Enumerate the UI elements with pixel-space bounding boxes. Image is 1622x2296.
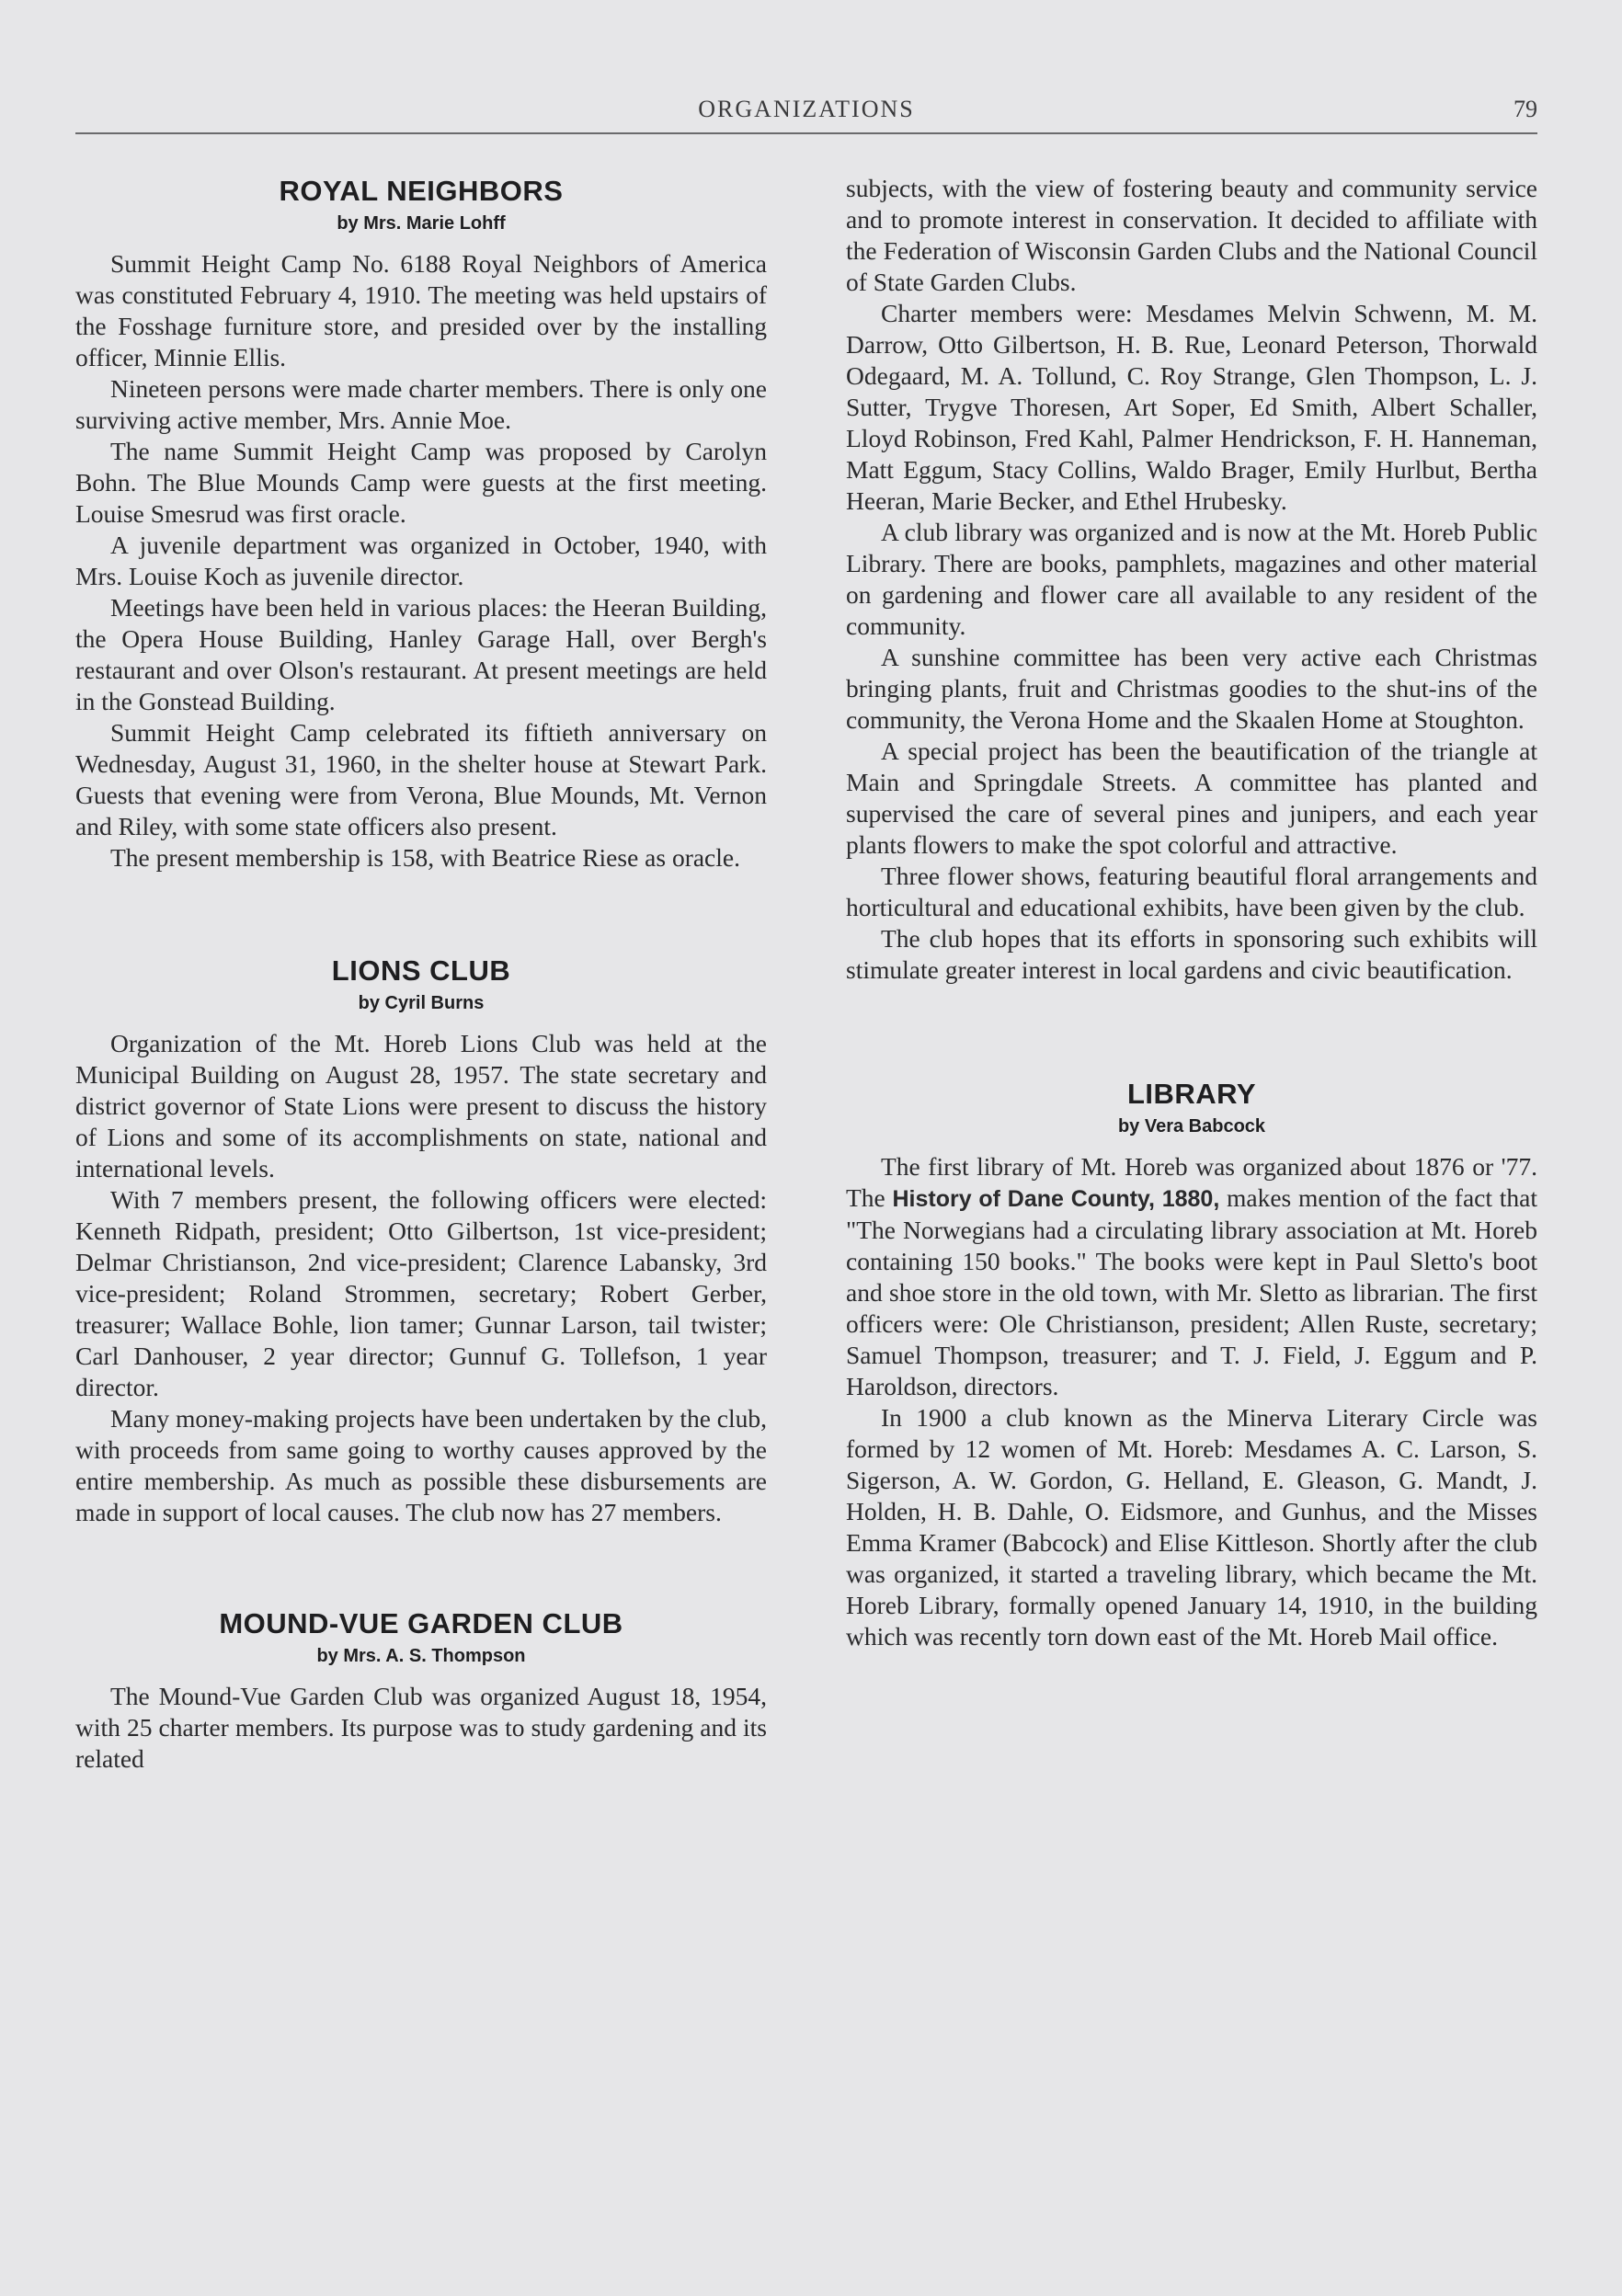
paragraph: The name Summit Height Camp was proposed by Carolyn Bohn. The Blue Mounds Camp were guests at the first meeting. Louise Smesrud was first oracle. (75, 437, 767, 528)
paragraph-continued: subjects, with the view of fostering beauty and community service and to promote interest in conservation. It decided to affiliate with the Federation of Wisconsin Garden Clubs and the National Council of State Garden Clubs. (846, 174, 1537, 296)
section-byline: by Mrs. A. S. Thompson (316, 1646, 526, 1666)
section-title: LIBRARY (1126, 1078, 1257, 1110)
paragraph: Nineteen persons were made charter members. There is only one surviving active member, Mrs. Annie Moe. (75, 374, 767, 434)
paragraph: In 1900 a club known as the Minerva Literary Circle was formed by 12 women of Mt. Horeb: Mesdames A. C. Larson, S. Sigerson, A. W. Gordon, G. Helland, E. Gleason, G. Mandt, J. Holden, H. B. Dahle, O. Eidsmore, and Gunhus, and the Misses Emma Kramer (Babcock) and Elise Kittleson. Shortly after the club was organized, it started a traveling library, which became the Mt. Horeb Library, formally opened January 14, 1910, in the building which was recently torn down east of the Mt. Horeb Mail office. (846, 1403, 1537, 1651)
paragraph: Organization of the Mt. Horeb Lions Club was held at the Municipal Building on August 28, 1957. The state secretary and district governor of State Lions were present to discuss the history of Lions and some of its accomplishments on state, national and international levels. (75, 1029, 767, 1182)
paragraph: Charter members were: Mesdames Melvin Schwenn, M. M. Darrow, Otto Gilbertson, H. B. Rue, Leonard Peterson, Thorwald Odegaard, M. A. Tollund, C. Roy Strange, Glen Thompson, L. J. Sutter, Trygve Thoresen, Art Soper, Ed Smith, Albert Schaller, Lloyd Robinson, Fred Kahl, Palmer Hendrickson, F. H. Hanneman, Matt Eggum, Stacy Collins, Waldo Brager, Emily Hurlbut, Bertha Heeran, Marie Becker, and Ethel Hrubesky. (846, 299, 1537, 515)
paragraph: The Mound-Vue Garden Club was organized August 18, 1954, with 25 charter members. Its purpose was to study gardening and its related (75, 1682, 767, 1773)
page-number: 79 (1513, 96, 1537, 122)
royal-neighbors-section (75, 173, 767, 874)
paragraph (846, 1151, 1537, 1402)
book-title: History of Dane County, 1880, (892, 1186, 1220, 1212)
section-title: MOUND-VUE GARDEN CLUB (219, 1607, 623, 1639)
library-section (846, 1076, 1537, 1652)
section-byline: by Cyril Burns (358, 993, 485, 1013)
section-byline: by Mrs. Marie Lohff (337, 213, 506, 234)
paragraph: A sunshine committee has been very active each Christmas bringing plants, fruit and Christmas goodies to the shut-ins of the community, the Verona Home and the Skaalen Home at Stoughton. (846, 643, 1537, 734)
left-column (75, 173, 767, 1775)
section-title: ROYAL NEIGHBORS (279, 175, 564, 207)
paragraph: A club library was organized and is now at the Mt. Horeb Public Library. There are books, pamphlets, magazines and other material on gardening and flower care all available to any resident of the community. (846, 518, 1537, 640)
running-head: ORGANIZATIONS (698, 96, 915, 122)
paragraph: Meetings have been held in various places: the Heeran Building, the Opera House Building, Hanley Garage Hall, over Bergh's restaurant and over Olson's restaurant. At present meetings are held in the Gonstead Building. (75, 593, 767, 715)
paragraph: The present membership is 158, with Beatrice Riese as oracle. (110, 843, 740, 872)
paragraph: A juvenile department was organized in October, 1940, with Mrs. Louise Koch as juvenile director. (75, 531, 767, 590)
mound-vue-garden-club-continued (846, 173, 1537, 986)
mound-vue-garden-club-section (75, 1605, 767, 1775)
text-run: makes mention of the fact that "The Norwegians had a circulating library association at Mt. Horeb containing 150 books." The books were kept in Paul Sletto's boot and shoe store in the old town, with Mr. Sletto as librarian. The first officers were: Ole Christianson, president; Allen Ruste, secretary; Samuel Thompson, treasurer; and T. J. Field, J. Eggum and P. Haroldson, directors. (846, 1183, 1537, 1400)
section-title: LIONS CLUB (331, 954, 511, 987)
right-column (846, 173, 1537, 1652)
section-byline: by Vera Babcock (1117, 1116, 1266, 1137)
paragraph: Three flower shows, featuring beautiful floral arrangements and horticultural and educational exhibits, have been given by the club. (846, 862, 1537, 921)
paragraph: With 7 members present, the following officers were elected: Kenneth Ridpath, president; Otto Gilbertson, 1st vice-president; Delmar Christianson, 2nd vice-president; Clarence Labansky, 3rd vice-president; Roland Strommen, secretary; Robert Gerber, treasurer; Wallace Bohle, lion tamer; Gunnar Larson, tail twister; Carl Danhouser, 2 year director; Gunnuf G. Tollefson, 1 year director. (75, 1185, 767, 1401)
paragraph: Many money-making projects have been undertaken by the club, with proceeds from same going to worthy causes approved by the entire membership. As much as possible these disbursements are made in support of local causes. The club now has 27 members. (75, 1404, 768, 1526)
page-header (75, 92, 1537, 134)
paragraph: A special project has been the beautification of the triangle at Main and Springdale Streets. A committee has planted and supervised the care of several pines and junipers, and each year plants flowers to make the spot colorful and attractive. (846, 737, 1537, 859)
text-run: The first library of Mt. Horeb was organized about 1876 or '77. The (846, 1152, 1537, 1212)
paragraph: Summit Height Camp celebrated its fiftieth anniversary on Wednesday, August 31, 1960, in the shelter house at Stewart Park. Guests that evening were from Verona, Blue Mounds, Mt. Vernon and Riley, with some state officers also present. (75, 718, 767, 840)
paragraph: Summit Height Camp No. 6188 Royal Neighbors of America was constituted February 4, 1910. The meeting was held upstairs of the Fosshage furniture store, and presided over by the installing officer, Minnie Ellis. (75, 249, 767, 371)
paragraph: The club hopes that its efforts in sponsoring such exhibits will stimulate greater interest in local gardens and civic beautification. (846, 924, 1537, 984)
lions-club-section (75, 953, 767, 1528)
